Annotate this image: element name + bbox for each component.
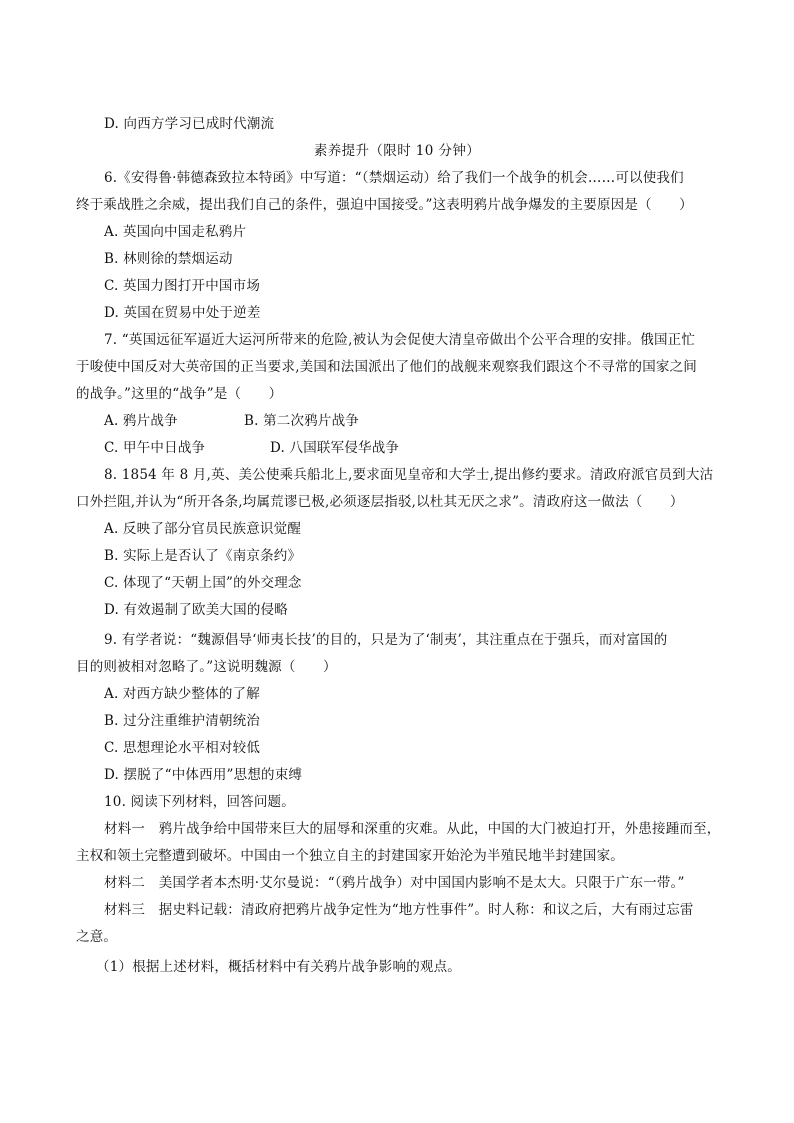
q7-stem-line3: 的战争。”这里的“战争”是（ ）: [76, 386, 283, 402]
q7-option-c: C. 甲午中日战争: [104, 440, 206, 456]
q8-option-a: A. 反映了部分官员民族意识觉醒: [104, 521, 302, 537]
q9-option-c: C. 思想理论水平相对较低: [104, 740, 261, 756]
q10-intro: 10. 阅读下列材料，回答问题。: [104, 794, 295, 810]
q7-stem-line1: 7. “英国远征军逼近大运河所带来的危险,被认为会促使大清皇帝做出个公平合理的安排。俄国正忙: [104, 332, 696, 348]
q7-option-d: D. 八国联军侵华战争: [270, 440, 400, 456]
q7-stem-line2: 于唆使中国反对大英帝国的正当要求,美国和法国派出了他们的战舰来观察我们跟这个不寻常的国家之间: [76, 359, 697, 375]
q6-option-b: B. 林则徐的禁烟运动: [104, 251, 233, 267]
q10-material2-line1: 材料二 美国学者本杰明·艾尔曼说：“（鸦片战争）对中国国内影响不是太大。只限于广东一带。”: [104, 875, 685, 891]
q6-option-d: D. 英国在贸易中处于逆差: [104, 305, 261, 321]
q8-stem-line2: 口外拦阻,并认为“所开各条,均属荒谬已极,必须逐层指驳,以杜其无厌之求”。清政府这一做法（ ）: [76, 494, 684, 510]
q8-option-d: D. 有效遏制了欧美大国的侵略: [104, 602, 288, 618]
q9-stem-line2: 目的则被相对忽略了。”这说明魏源（ ）: [76, 659, 337, 675]
prev-option-d: D. 向西方学习已成时代潮流: [104, 116, 275, 132]
q10-subquestion-1: （1）根据上述材料，概括材料中有关鸦片战争影响的观点。: [96, 959, 461, 975]
q8-option-b: B. 实际上是否认了《南京条约》: [104, 548, 302, 564]
q9-option-b: B. 过分注重维护清朝统治: [104, 713, 261, 729]
q10-material3-line1: 材料三 据史料记载：清政府把鸦片战争定性为“地方性事件”。时人称：和议之后，大有雨过忘雷: [104, 902, 694, 918]
q6-stem-line2: 终于乘战胜之余威，提出我们自己的条件，强迫中国接受。”这表明鸦片战争爆发的主要原因是（ ）: [76, 197, 693, 213]
q6-option-c: C. 英国力图打开中国市场: [104, 278, 261, 294]
section-title: 素养提升（限时 10 分钟）: [313, 143, 481, 159]
q10-material1-line2: 主权和领土完整遭到破坏。中国由一个独立自主的封建国家开始沦为半殖民地半封建国家。: [76, 848, 624, 864]
q9-stem-line1: 9. 有学者说：“魏源倡导‘师夷长技’的目的，只是为了‘制夷’，其注重点在于强兵，而对富国的: [104, 632, 668, 648]
q8-option-c: C. 体现了“天朝上国”的外交理念: [104, 575, 302, 591]
q6-stem-line1: 6.《安得鲁·韩德森致拉本特函》中写道：“（禁烟运动）给了我们一个战争的机会……可以使我们: [104, 170, 684, 186]
q7-option-b: B. 第二次鸦片战争: [244, 413, 360, 429]
q10-material3-line2: 之意。: [76, 929, 118, 945]
q10-material1-line1: 材料一 鸦片战争给中国带来巨大的屈辱和深重的灾难。从此，中国的大门被迫打开，外患接踵而至，: [104, 821, 721, 837]
q8-stem-line1: 8. 1854 年 8 月,英、美公使乘兵船北上,要求面见皇帝和大学士,提出修约要求。清政府派官员到大沽: [104, 467, 714, 483]
q6-option-a: A. 英国向中国走私鸦片: [104, 224, 247, 240]
q9-option-d: D. 摆脱了“中体西用”思想的束缚: [104, 767, 303, 783]
q7-option-a: A. 鸦片战争: [104, 413, 178, 429]
q9-option-a: A. 对西方缺少整体的了解: [104, 686, 260, 702]
